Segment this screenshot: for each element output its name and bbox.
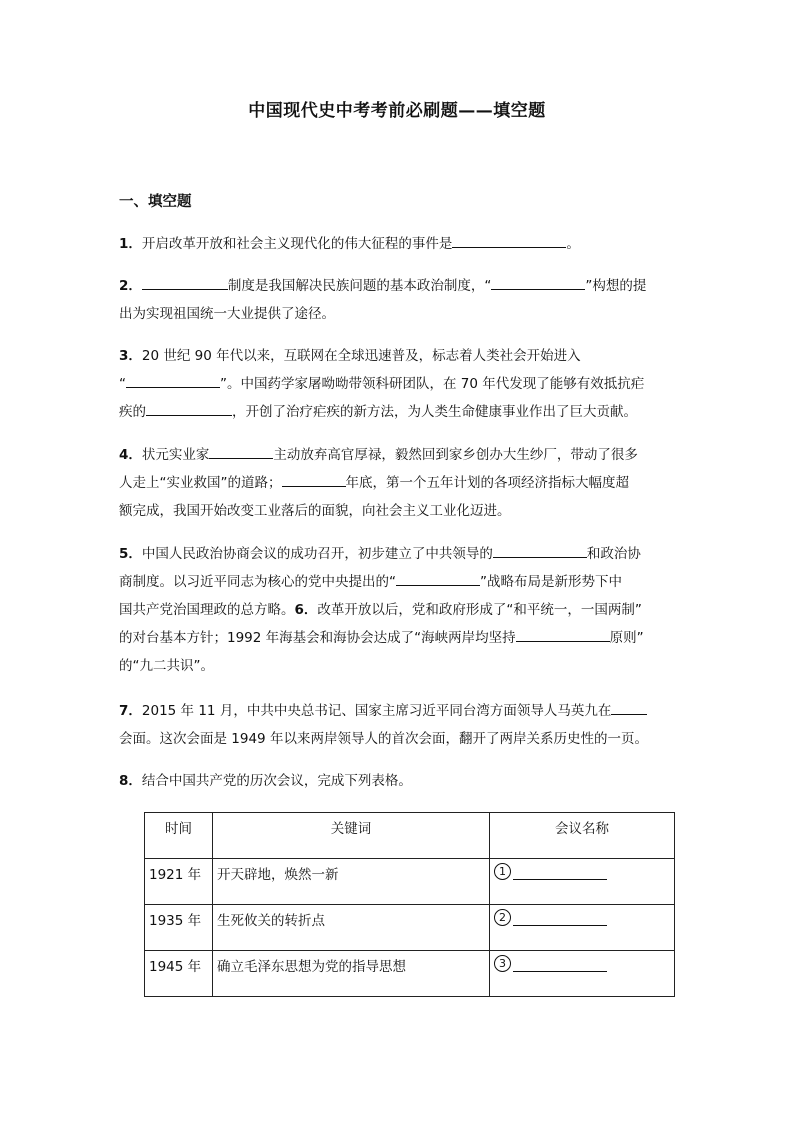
row-keyword: 开天辟地，焕然一新 — [213, 859, 490, 905]
row-year: 1945 年 — [145, 951, 213, 997]
answer-blank[interactable] — [146, 400, 232, 416]
answer-blank[interactable] — [126, 372, 220, 388]
answer-blank[interactable] — [611, 699, 647, 715]
circled-number-icon: 2 — [494, 909, 511, 926]
question-5: 5．中国人民政治协商会议的成功召开，初步建立了中共领导的 和政治协 商制度。以习近平同志为核心的党中央提出的“ ”战略布局是新形势下中 国共产党治国理政的总方略。6．改革开放以后，党和政府形成了“和平统一，一国两制” 的对台基本方针；1992 年海基会和海协会达成了“海峡两岸均坚持 原则” 的“九二共识”。 — [119, 540, 679, 680]
question-number: 6． — [294, 602, 318, 618]
question-number: 1． — [119, 236, 142, 252]
answer-blank[interactable] — [513, 956, 607, 972]
question-8: 8．结合中国共产党的历次会议，完成下列表格。 — [119, 773, 412, 789]
question-number: 2． — [119, 278, 142, 294]
circled-number-icon: 1 — [494, 863, 511, 880]
header-time: 时间 — [145, 813, 213, 859]
table-row — [145, 951, 675, 997]
question-3: 3．20 世纪 90 年代以来，互联网在全球迅速普及，标志着人类社会开始进入 “ ”。中国药学家屠呦呦带领科研团队，在 70 年代发现了能够有效抵抗疟 疾的 ，开创了治疗疟疾的新方法，为人类生命健康事业作出了巨大贡献。 — [119, 348, 645, 420]
answer-blank[interactable] — [452, 232, 566, 248]
answer-blank[interactable] — [142, 274, 228, 290]
question-2: 2． 制度是我国解决民族问题的基本政治制度，“ ”构想的提 出为实现祖国统一大业提供了途径。 — [119, 272, 679, 328]
answer-blank[interactable] — [396, 570, 480, 586]
answer-blank[interactable] — [493, 542, 587, 558]
answer-blank[interactable] — [513, 864, 607, 880]
header-meeting: 会议名称 — [490, 813, 675, 859]
question-number: 3． — [119, 348, 142, 364]
section-heading: 一、填空题 — [119, 194, 192, 210]
row-answer — [490, 905, 675, 951]
table-row — [145, 859, 675, 905]
question-number: 5． — [119, 546, 142, 562]
question-number: 4． — [119, 447, 142, 463]
table-header-row — [145, 813, 675, 859]
row-answer — [490, 951, 675, 997]
header-keyword: 关键词 — [213, 813, 490, 859]
answer-blank[interactable] — [209, 443, 273, 459]
page-title: 中国现代史中考考前必刷题——填空题 — [248, 101, 546, 121]
question-4: 4．状元实业家 主动放弃高官厚禄，毅然回到家乡创办大生纱厂，带动了很多 人走上“实业救国”的道路； 年底，第一个五年计划的各项经济指标大幅度超 额完成，我国开始改变工业落后的面貌，向社会主义工业化迈进。 — [119, 441, 679, 525]
circled-number-icon: 3 — [494, 955, 511, 972]
question-number: 7． — [119, 703, 142, 719]
meeting-table — [144, 812, 675, 997]
question-number: 8． — [119, 773, 142, 789]
answer-blank[interactable] — [513, 910, 607, 926]
answer-blank[interactable] — [516, 626, 610, 642]
question-1: 1．开启改革开放和社会主义现代化的伟大征程的事件是 。 — [119, 230, 679, 258]
row-keyword: 确立毛泽东思想为党的指导思想 — [213, 951, 490, 997]
question-7: 7．2015 年 11 月，中共中央总书记、国家主席习近平同台湾方面领导人马英九在 会面。这次会面是 1949 年以来两岸领导人的首次会面，翻开了两岸关系历史性的一页。 — [119, 697, 679, 753]
answer-blank[interactable] — [491, 274, 585, 290]
row-year: 1935 年 — [145, 905, 213, 951]
row-year: 1921 年 — [145, 859, 213, 905]
row-answer — [490, 859, 675, 905]
answer-blank[interactable] — [282, 471, 346, 487]
row-keyword: 生死攸关的转折点 — [213, 905, 490, 951]
table-row — [145, 905, 675, 951]
